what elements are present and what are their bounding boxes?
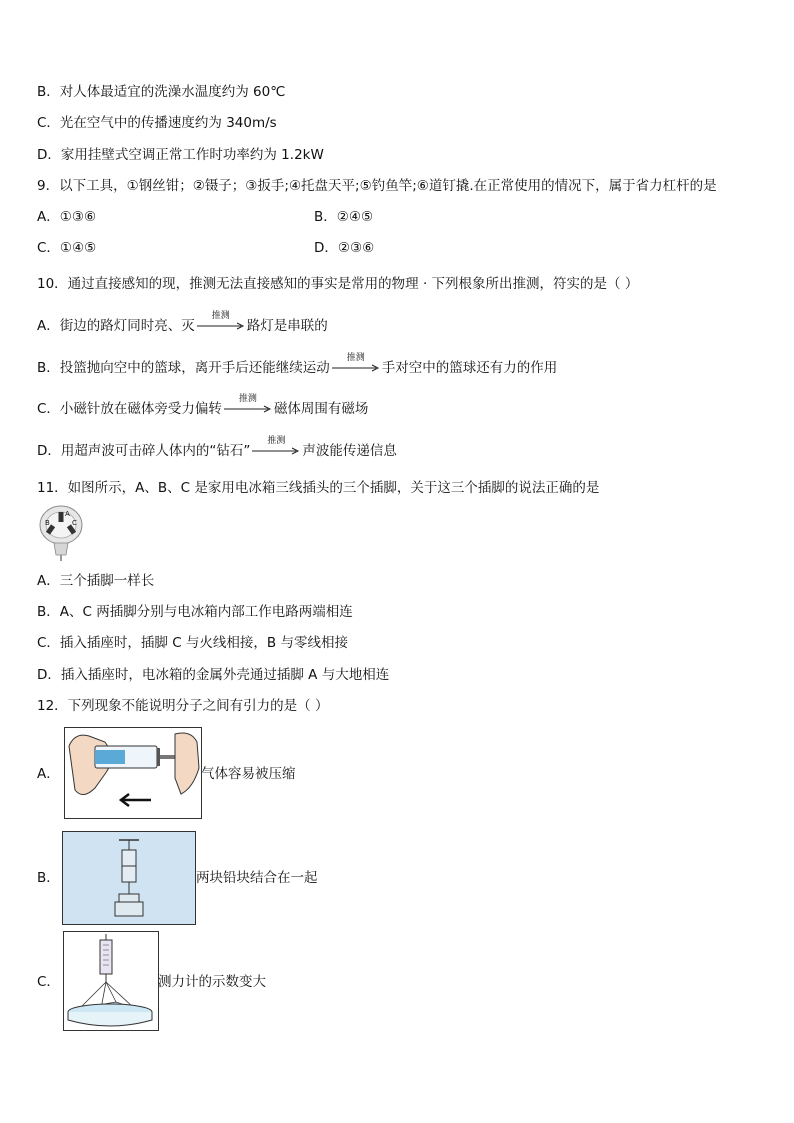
q9-option-d: D．②③⑥ — [314, 240, 375, 256]
q12-option-c-text: 测力计的示数变大 — [158, 974, 266, 990]
infer-arrow-label: 推测 — [238, 394, 257, 404]
right-arrow-icon — [197, 322, 245, 330]
plug-pin-b-label: B — [45, 519, 50, 527]
q9-option-b: B．②④⑤ — [314, 209, 374, 225]
infer-arrow-label: 推测 — [346, 353, 365, 363]
q9-option-a: A．①③⑥ — [37, 209, 97, 225]
q10-option-a-conclusion: 路灯是串联的 — [246, 318, 328, 334]
right-arrow-icon — [332, 364, 380, 372]
lead-blocks-figure — [62, 831, 196, 925]
plug-pin-a-label: A — [65, 510, 70, 518]
q11-stem: 11．如图所示，A、B、C 是家用电冰箱三线插头的三个插脚，关于这三个插脚的说法正确的是 — [37, 480, 600, 496]
q10-stem: 10．通过直接感知的现，推测无法直接感知的事实是常用的物理 · 下列根象所出推测，符实的是（ ） — [37, 276, 639, 292]
plug-pin-c-label: C — [72, 519, 77, 527]
q12-option-a-label: A． — [37, 766, 60, 782]
q9-option-c: C．①④⑤ — [37, 240, 97, 256]
infer-arrow-label: 推测 — [211, 311, 230, 321]
q10-option-d-premise: D．用超声波可击碎人体内的“钻石” — [37, 443, 251, 459]
three-pin-plug-figure — [38, 503, 84, 561]
right-arrow-icon — [252, 447, 300, 455]
q10-option-b-premise: B．投篮抛向空中的篮球，离开手后还能继续运动 — [37, 360, 330, 376]
q10-option-d — [37, 436, 397, 460]
q10-option-c-premise: C．小磁针放在磁体旁受力偏转 — [37, 401, 222, 417]
q11-option-b: B．A、C 两插脚分别与电冰箱内部工作电路两端相连 — [37, 604, 353, 620]
q10-option-b — [37, 353, 558, 377]
infer-arrow — [332, 353, 380, 372]
q9-stem: 9．以下工具，①钢丝钳；②镊子；③扳手;④托盘天平;⑤钓鱼竿;⑥道钉撬.在正常使用的情况下，属于省力杠杆的是 — [37, 178, 717, 194]
q8-option-b: B．对人体最适宜的洗澡水温度约为 60℃ — [37, 84, 286, 100]
spring-scale-glass-water-figure — [63, 931, 159, 1031]
syringe-compression-figure — [64, 727, 202, 819]
q10-option-c — [37, 394, 369, 418]
q12-option-c-label: C． — [37, 974, 60, 990]
q11-option-c: C．插入插座时，插脚 C 与火线相接，B 与零线相接 — [37, 635, 348, 651]
q8-option-d: D．家用挂壁式空调正常工作时功率约为 1.2kW — [37, 147, 324, 163]
q10-option-b-conclusion: 手对空中的篮球还有力的作用 — [381, 360, 558, 376]
q12-option-a-text: 气体容易被压缩 — [201, 766, 296, 782]
q12-stem: 12．下列现象不能说明分子之间有引力的是（ ） — [37, 698, 329, 714]
q10-option-c-conclusion: 磁体周围有磁场 — [273, 401, 369, 417]
q10-option-a-premise: A．街边的路灯同时亮、灭 — [37, 318, 195, 334]
q11-option-d: D．插入插座时，电冰箱的金属外壳通过插脚 A 与大地相连 — [37, 667, 390, 683]
q11-option-a: A．三个插脚一样长 — [37, 573, 155, 589]
infer-arrow — [252, 436, 300, 455]
infer-arrow — [197, 311, 245, 330]
infer-arrow-label: 推测 — [267, 436, 286, 446]
q10-option-a — [37, 311, 328, 335]
right-arrow-icon — [224, 405, 272, 413]
q8-option-c: C．光在空气中的传播速度约为 340m/s — [37, 115, 277, 131]
q12-option-b-text: 两块铅块结合在一起 — [196, 870, 318, 886]
q10-option-d-conclusion: 声波能传递信息 — [302, 443, 397, 459]
q12-option-b-label: B． — [37, 870, 60, 886]
infer-arrow — [224, 394, 272, 413]
